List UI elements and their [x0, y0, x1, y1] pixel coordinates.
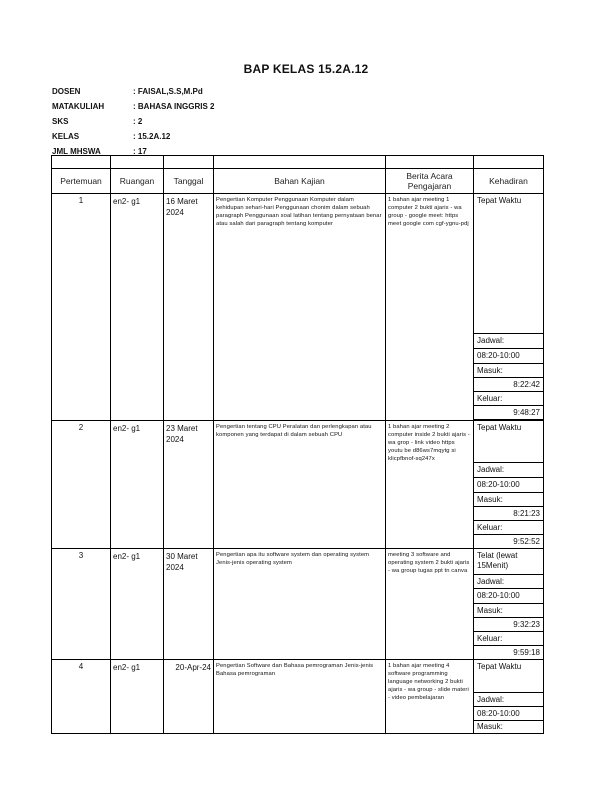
table-row [52, 194, 544, 334]
jadwal-value: 08:20-10:00 [474, 589, 544, 604]
masuk-label: Masuk: [474, 721, 544, 734]
page-title: BAP KELAS 15.2A.12 [243, 62, 369, 76]
kehadiran-status: Telat (lewat 15Menit) [474, 549, 544, 575]
cell-ruangan: en2- g1 [111, 194, 164, 421]
cell-pertemuan: 2 [52, 421, 111, 549]
meta-value: : 17 [133, 147, 147, 156]
meta-value: : 15.2A.12 [133, 132, 171, 141]
cell-berita-acara: meeting 3 software and operating system 2 bukti ajaris - wa group tugas ppt tn canva [386, 549, 474, 660]
cell-bahan-kajian: Pengertian Software dan Bahasa pemrograman Jenis-jenis Bahasa pemrograman [214, 660, 386, 734]
keluar-label: Keluar: [474, 392, 544, 406]
cell-tanggal: 30 Maret 2024 [164, 549, 214, 660]
masuk-value: 8:22:42 [474, 378, 544, 392]
masuk-value: 8:21:23 [474, 507, 544, 521]
cell-pertemuan: 1 [52, 194, 111, 421]
bap-table [51, 155, 544, 734]
header-berita-acara: Berita Acara Pengajaran [386, 169, 474, 194]
masuk-value: 9:32:23 [474, 618, 544, 632]
jadwal-value: 08:20-10:00 [474, 707, 544, 721]
meta-row-sks [52, 114, 215, 129]
cell-bahan-kajian: Pengertian apa itu software system dan operating system Jenis-jenis operating system [214, 549, 386, 660]
cell-berita-acara: 1 bahan ajar meeting 4 software programming language networking 2 bukti ajaris - wa group - slide materi - video pembelajaran [386, 660, 474, 734]
header-tanggal: Tanggal [164, 169, 214, 194]
jadwal-value: 08:20-10:00 [474, 478, 544, 493]
meta-key: DOSEN [52, 87, 81, 96]
keluar-label: Keluar: [474, 521, 544, 535]
jadwal-label: Jadwal: [474, 693, 544, 707]
masuk-label: Masuk: [474, 604, 544, 618]
keluar-label: Keluar: [474, 632, 544, 646]
meta-value: : 2 [133, 117, 143, 126]
meta-value: : FAISAL,S.S,M.Pd [133, 87, 203, 96]
meta-key: SKS [52, 117, 69, 126]
jadwal-label: Jadwal: [474, 463, 544, 478]
table-row [52, 549, 544, 575]
cell-tanggal: 20-Apr-24 [164, 660, 214, 734]
masuk-label: Masuk: [474, 493, 544, 507]
meta-row-kelas [52, 129, 215, 144]
kehadiran-status: Tepat Waktu [474, 194, 544, 334]
jadwal-label: Jadwal: [474, 334, 544, 349]
masuk-label: Masuk: [474, 364, 544, 378]
meta-row-dosen [52, 84, 215, 99]
header-ruangan: Ruangan [111, 169, 164, 194]
table-row [52, 660, 544, 693]
meta-value: : BAHASA INGGRIS 2 [133, 102, 215, 111]
jadwal-value: 08:20-10:00 [474, 349, 544, 364]
meta-key: MATAKULIAH [52, 102, 105, 111]
kehadiran-status: Tepat Waktu [474, 421, 544, 463]
cell-ruangan: en2- g1 [111, 421, 164, 549]
cell-ruangan: en2- g1 [111, 660, 164, 734]
meta-key: JML MHSWA [52, 147, 101, 156]
cell-berita-acara: 1 bahan ajar meeting 1 computer 2 bukti ajaris - wa group - google meet: https meet google com cgf-ygnu-pdj [386, 194, 474, 421]
meta-row-matakuliah [52, 99, 215, 114]
table-row [52, 421, 544, 463]
cell-bahan-kajian: Pengertian tentang CPU Peralatan dan perlengkapan atau komponen yang terdapat di dalam sebuah CPU [214, 421, 386, 549]
cell-tanggal: 23 Maret 2024 [164, 421, 214, 549]
header-kehadiran: Kehadiran [474, 169, 544, 194]
header-bahan-kajian: Bahan Kajian [214, 169, 386, 194]
meta-info [52, 84, 215, 159]
jadwal-label: Jadwal: [474, 575, 544, 589]
kehadiran-status: Tepat Waktu [474, 660, 544, 693]
table-header [52, 169, 544, 194]
cell-ruangan: en2- g1 [111, 549, 164, 660]
blank-row [52, 156, 544, 169]
cell-tanggal: 16 Maret 2024 [164, 194, 214, 421]
cell-berita-acara: 1 bahan ajar meeting 2 computer inside 2 bukti ajaris - wa grop - link video https youtu be d86ws7mqytg si klicpfbnof-sq247x [386, 421, 474, 549]
cell-pertemuan: 3 [52, 549, 111, 660]
meta-key: KELAS [52, 132, 80, 141]
keluar-value: 9:48:27 [474, 406, 544, 420]
cell-pertemuan: 4 [52, 660, 111, 734]
cell-bahan-kajian: Pengertian Komputer Penggunaan Komputer dalam kehidupan sehari-hari Penggunaan chonim dalam sebuah paragraph Penggunaan soal latihan tentang pernyataan benar atau salah dari paragraph tentang komputer [214, 194, 386, 421]
keluar-value: 9:59:18 [474, 646, 544, 660]
header-pertemuan: Pertemuan [52, 169, 111, 194]
keluar-value: 9:52:52 [474, 535, 544, 549]
